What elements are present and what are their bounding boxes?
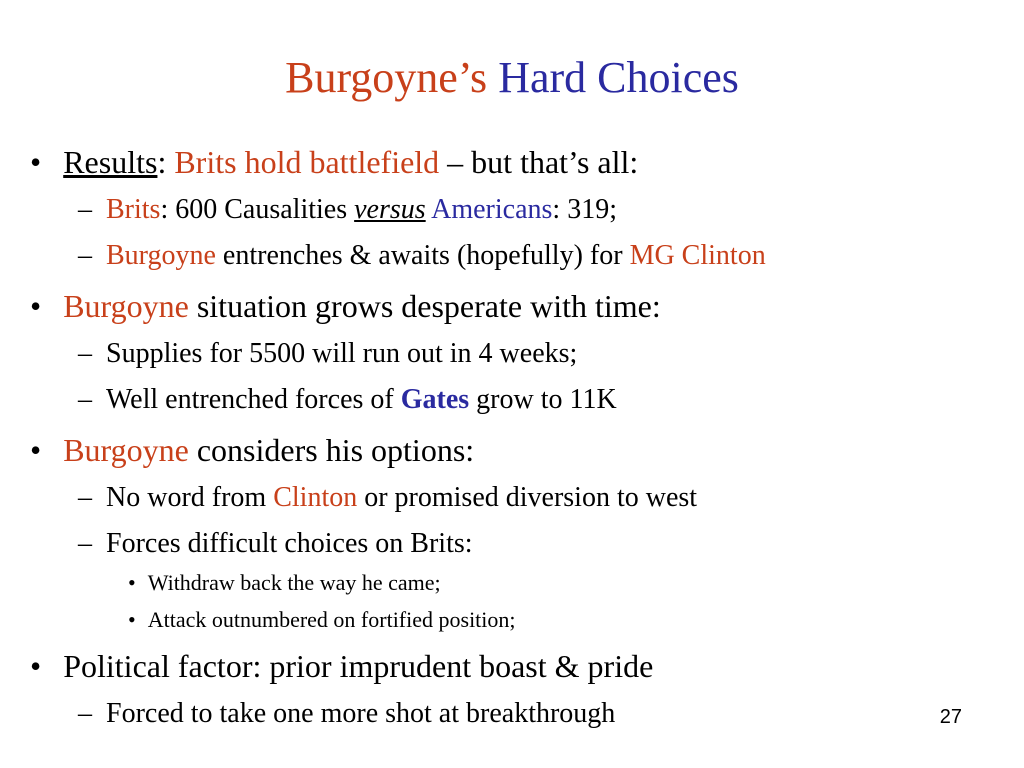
no-word-text: No word from	[106, 482, 274, 513]
forced-shot-text: Forced to take one more shot at breakthrough	[106, 698, 616, 729]
bullet-marker: •	[128, 570, 136, 595]
results-label: Results	[63, 144, 158, 180]
brits-label: Brits	[106, 194, 161, 225]
forces-choices-text: Forces difficult choices on Brits:	[106, 528, 473, 559]
americans-label: Americans	[425, 194, 553, 225]
casualties-text: : 600 Causalities	[160, 194, 355, 225]
sub-forces-choices	[78, 528, 473, 560]
burgoyne-label: Burgoyne	[63, 288, 189, 324]
sub-supplies	[78, 338, 577, 370]
bullet-marker: •	[128, 607, 136, 632]
dash-marker: –	[78, 240, 92, 271]
sub-gates	[78, 384, 617, 416]
americans-count-text: : 319;	[552, 194, 617, 225]
sub-forced-shot	[78, 698, 615, 730]
title-burgoynes: Burgoyne’s	[285, 53, 488, 102]
versus-text: versus	[354, 194, 426, 225]
page-number: 27	[939, 706, 962, 728]
bullet-desperate	[30, 288, 661, 324]
entrenched-text: Well entrenched forces of	[106, 384, 401, 415]
attack-text: Attack outnumbered on fortified position;	[147, 607, 516, 632]
dash-marker: –	[78, 528, 92, 559]
bullet-marker: •	[30, 648, 42, 684]
political-text: Political factor: prior imprudent boast & pride	[63, 648, 654, 684]
dash-marker: –	[78, 338, 92, 369]
bullet-marker: •	[30, 144, 42, 180]
diversion-text: or promised diversion to west	[357, 482, 698, 513]
sub-burgoyne-entrenches	[78, 240, 766, 272]
bullet-political	[30, 648, 653, 684]
dash-marker: –	[78, 482, 92, 513]
dash-marker: –	[78, 384, 92, 415]
desperate-text: situation grows desperate with time:	[188, 288, 661, 324]
grow-text: grow to 11K	[469, 384, 617, 415]
rest-text: – but that’s all:	[439, 144, 639, 180]
burgoyne-label: Burgoyne	[106, 240, 216, 271]
subsub-attack	[128, 607, 516, 633]
colon: :	[157, 144, 167, 180]
subsub-withdraw	[128, 570, 441, 596]
mg-clinton-label: MG Clinton	[629, 240, 766, 271]
title-hard-choices: Hard Choices	[487, 53, 739, 102]
options-text: considers his options:	[188, 432, 475, 468]
dash-marker: –	[78, 194, 92, 225]
gates-label: Gates	[400, 384, 470, 415]
brits-hold-text: Brits hold battlefield	[166, 144, 440, 180]
supplies-text: Supplies for 5500 will run out in 4 weeks;	[106, 338, 578, 369]
bullet-marker: •	[30, 288, 42, 324]
clinton-label: Clinton	[273, 482, 358, 513]
bullet-results	[30, 144, 638, 180]
bullet-marker: •	[30, 432, 42, 468]
slide-title	[0, 52, 1024, 104]
sub-brits-casualties	[78, 194, 617, 226]
sub-no-word	[78, 482, 697, 514]
burgoyne-label: Burgoyne	[63, 432, 189, 468]
entrenches-text: entrenches & awaits (hopefully) for	[215, 240, 630, 271]
bullet-options	[30, 432, 474, 468]
withdraw-text: Withdraw back the way he came;	[147, 570, 441, 595]
dash-marker: –	[78, 698, 92, 729]
